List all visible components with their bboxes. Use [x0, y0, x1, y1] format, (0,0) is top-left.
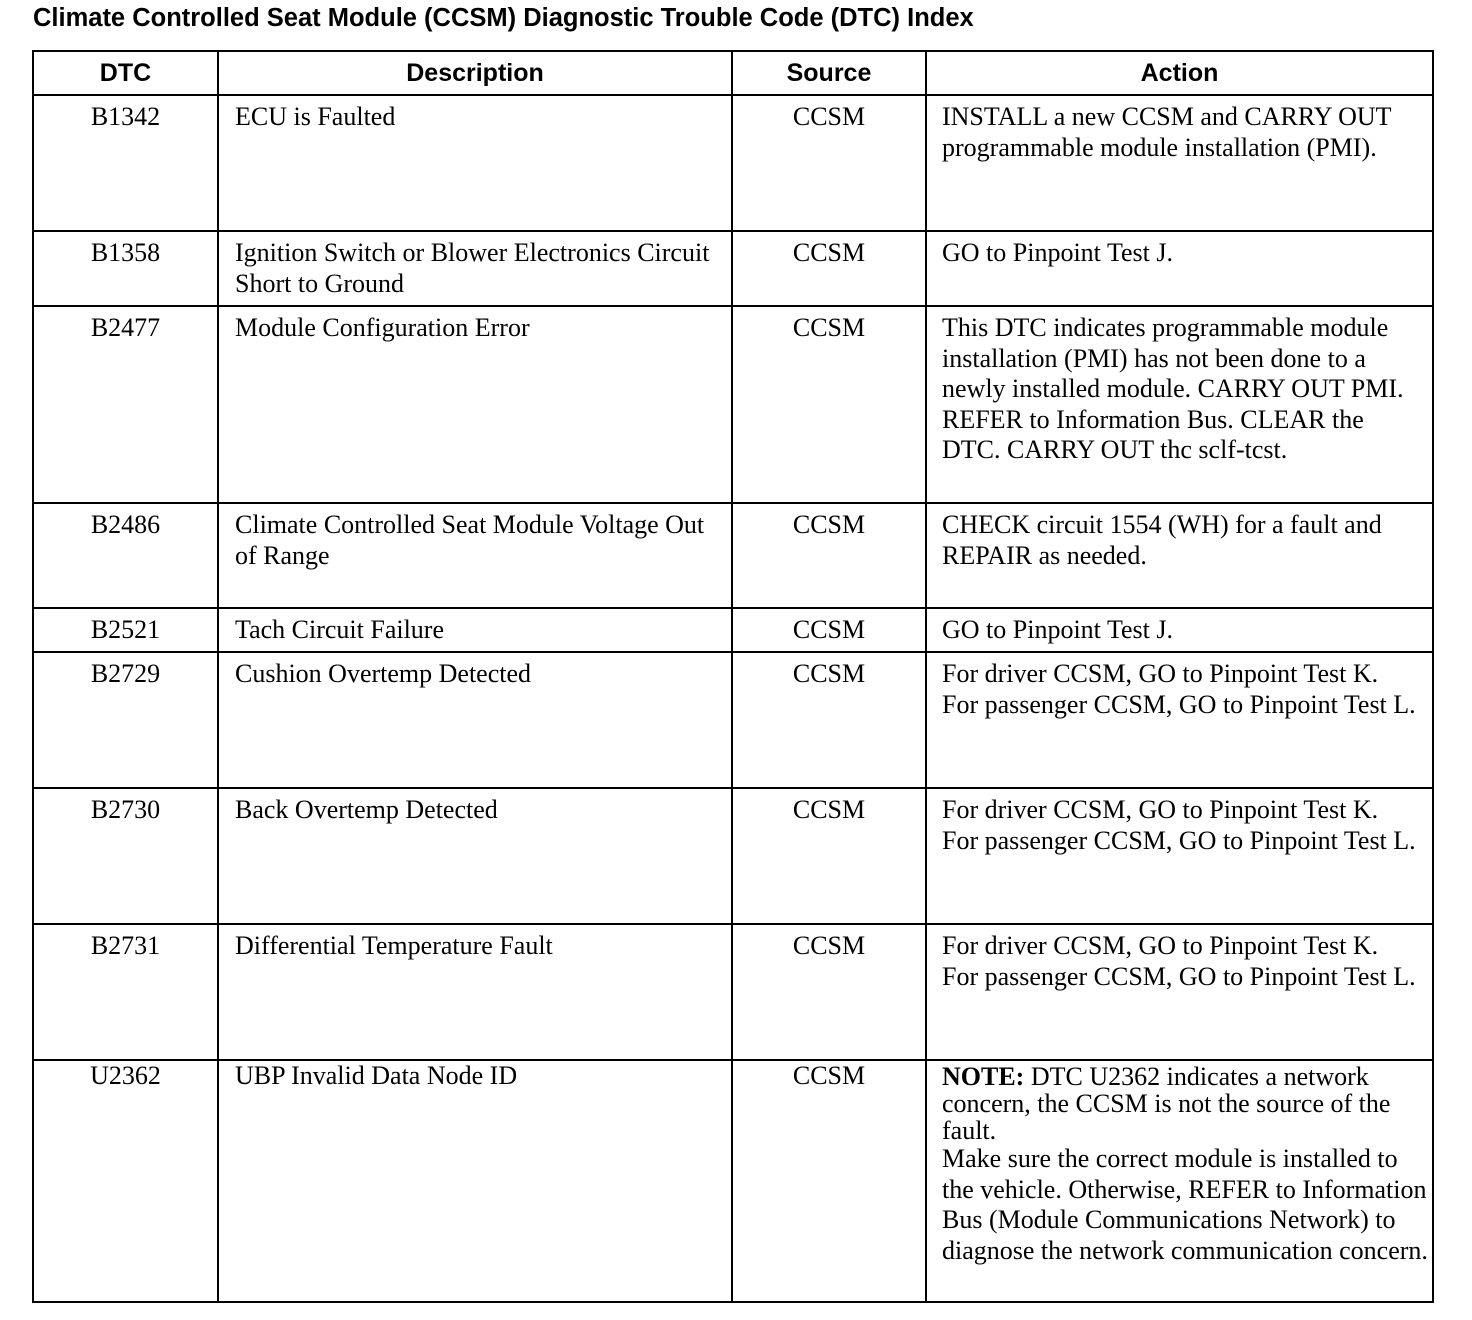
action-line-driver: For driver CCSM, GO to Pinpoint Test K. [942, 659, 1379, 688]
dtc-code: B1342 [33, 95, 218, 231]
dtc-description: Climate Controlled Seat Module Voltage Out of Range [218, 503, 732, 608]
action-text: Make sure the correct module is installed to the vehicle. Otherwise, REFER to Information Bus (Module Communications Network) to diagnose the network communication concern. [942, 1144, 1428, 1265]
dtc-source: CCSM [732, 231, 926, 306]
dtc-action: INSTALL a new CCSM and CARRY OUT programmable module installation (PMI). [926, 95, 1433, 231]
dtc-action: This DTC indicates programmable module installation (PMI) has not been done to a newly installed module. CARRY OUT PMI. REFER to Information Bus. CLEAR the DTC. CARRY OUT thc sclf-tcst. [926, 306, 1433, 503]
dtc-source: CCSM [732, 788, 926, 924]
note-label: NOTE: [942, 1062, 1025, 1091]
note-paragraph [942, 1063, 1428, 1144]
table-row [33, 788, 1433, 924]
dtc-source: CCSM [732, 924, 926, 1060]
action-line-driver: For driver CCSM, GO to Pinpoint Test K. [942, 795, 1379, 824]
dtc-code: B2731 [33, 924, 218, 1060]
page-title: Climate Controlled Seat Module (CCSM) Diagnostic Trouble Code (DTC) Index [33, 4, 974, 32]
dtc-code: B2729 [33, 652, 218, 788]
dtc-action [926, 924, 1433, 1060]
table-row [33, 924, 1433, 1060]
dtc-code: U2362 [33, 1060, 218, 1302]
table-header-row [33, 51, 1433, 95]
dtc-description: UBP Invalid Data Node ID [218, 1060, 732, 1302]
dtc-code: B1358 [33, 231, 218, 306]
dtc-action [926, 1060, 1433, 1302]
dtc-source: CCSM [732, 608, 926, 652]
table-row [33, 503, 1433, 608]
dtc-description: Back Overtemp Detected [218, 788, 732, 924]
dtc-source: CCSM [732, 1060, 926, 1302]
dtc-description: Tach Circuit Failure [218, 608, 732, 652]
note-text: DTC U2362 indicates a network concern, the CCSM is not the source of the fault. [942, 1062, 1391, 1145]
table-row [33, 306, 1433, 503]
header-description: Description [218, 51, 732, 95]
dtc-source: CCSM [732, 652, 926, 788]
dtc-source: CCSM [732, 306, 926, 503]
header-source: Source [732, 51, 926, 95]
dtc-description: ECU is Faulted [218, 95, 732, 231]
dtc-code: B2477 [33, 306, 218, 503]
action-line-driver: For driver CCSM, GO to Pinpoint Test K. [942, 931, 1379, 960]
action-line-passenger: For passenger CCSM, GO to Pinpoint Test L. [942, 961, 1416, 991]
action-line-passenger: For passenger CCSM, GO to Pinpoint Test L. [942, 825, 1416, 855]
dtc-code: B2521 [33, 608, 218, 652]
dtc-code: B2486 [33, 503, 218, 608]
dtc-description: Differential Temperature Fault [218, 924, 732, 1060]
dtc-index-table [32, 50, 1434, 1303]
dtc-action: CHECK circuit 1554 (WH) for a fault and REPAIR as needed. [926, 503, 1433, 608]
table-row [33, 608, 1433, 652]
header-action: Action [926, 51, 1433, 95]
dtc-action [926, 788, 1433, 924]
dtc-description: Ignition Switch or Blower Electronics Circuit Short to Ground [218, 231, 732, 306]
table-row [33, 652, 1433, 788]
table-row [33, 1060, 1433, 1302]
dtc-code: B2730 [33, 788, 218, 924]
dtc-description: Module Configuration Error [218, 306, 732, 503]
dtc-action: GO to Pinpoint Test J. [926, 608, 1433, 652]
table-row [33, 231, 1433, 306]
table-row [33, 95, 1433, 231]
header-dtc: DTC [33, 51, 218, 95]
dtc-action: GO to Pinpoint Test J. [926, 231, 1433, 306]
dtc-source: CCSM [732, 503, 926, 608]
action-line-passenger: For passenger CCSM, GO to Pinpoint Test L. [942, 689, 1416, 719]
dtc-source: CCSM [732, 95, 926, 231]
dtc-description: Cushion Overtemp Detected [218, 652, 732, 788]
dtc-action [926, 652, 1433, 788]
